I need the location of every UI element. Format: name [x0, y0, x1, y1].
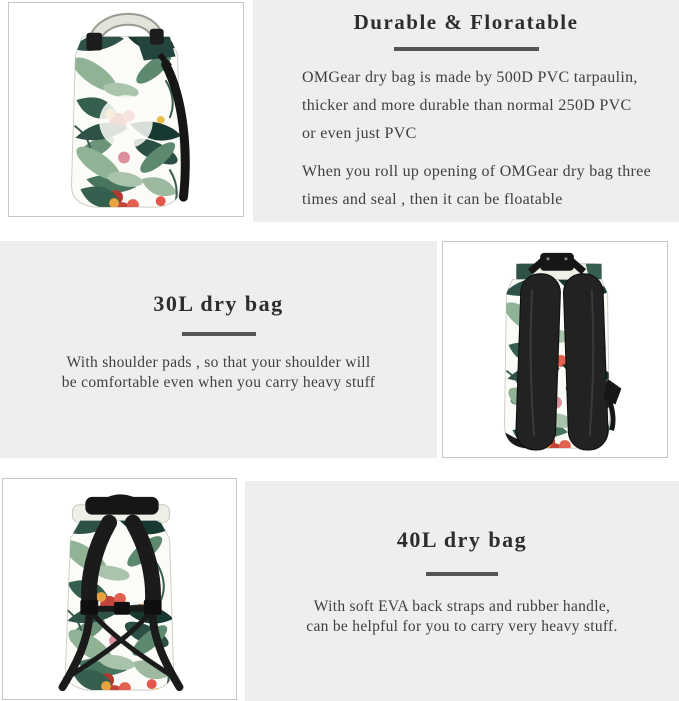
section-30l-dry-bag [0, 241, 437, 458]
dry-bag-shoulder-pads-illustration [443, 242, 667, 457]
body-line: times and seal , then it can be floatable [302, 191, 563, 208]
heading-divider [182, 332, 256, 336]
photo-dry-bag-shoulder-pads [442, 241, 668, 458]
section-heading: 30L dry bag [153, 291, 284, 316]
section-40l-dry-bag [245, 481, 679, 701]
heading-divider [394, 47, 539, 51]
body-line: thicker and more durable than normal 250D PVC [302, 97, 632, 114]
body-line: With soft EVA back straps and rubber handle, [313, 598, 611, 615]
body-line: can be helpful for you to carry very heavy stuff. [306, 617, 618, 635]
body-line: With shoulder pads , so that your shoulder will [66, 354, 371, 371]
heading-divider [426, 572, 498, 576]
section-body [253, 64, 679, 214]
section-body [0, 353, 437, 392]
section-heading: 40L dry bag [396, 527, 528, 552]
photo-dry-bag-backpack-straps [2, 478, 237, 700]
section-heading: Durable & Floratable [353, 10, 579, 34]
section-body [245, 597, 679, 636]
body-line: When you roll up opening of OMGear dry bag three [302, 163, 651, 180]
body-line: OMGear dry bag is made by 500D PVC tarpaulin, [302, 69, 638, 86]
floral-dry-bag-front-illustration [9, 3, 243, 216]
body-line: be comfortable even when you carry heavy stuff [61, 373, 376, 391]
section-durable-floratable [253, 0, 679, 222]
photo-dry-bag-front [8, 2, 244, 217]
dry-bag-backpack-straps-illustration [3, 479, 236, 699]
body-line: or even just PVC [302, 125, 417, 142]
